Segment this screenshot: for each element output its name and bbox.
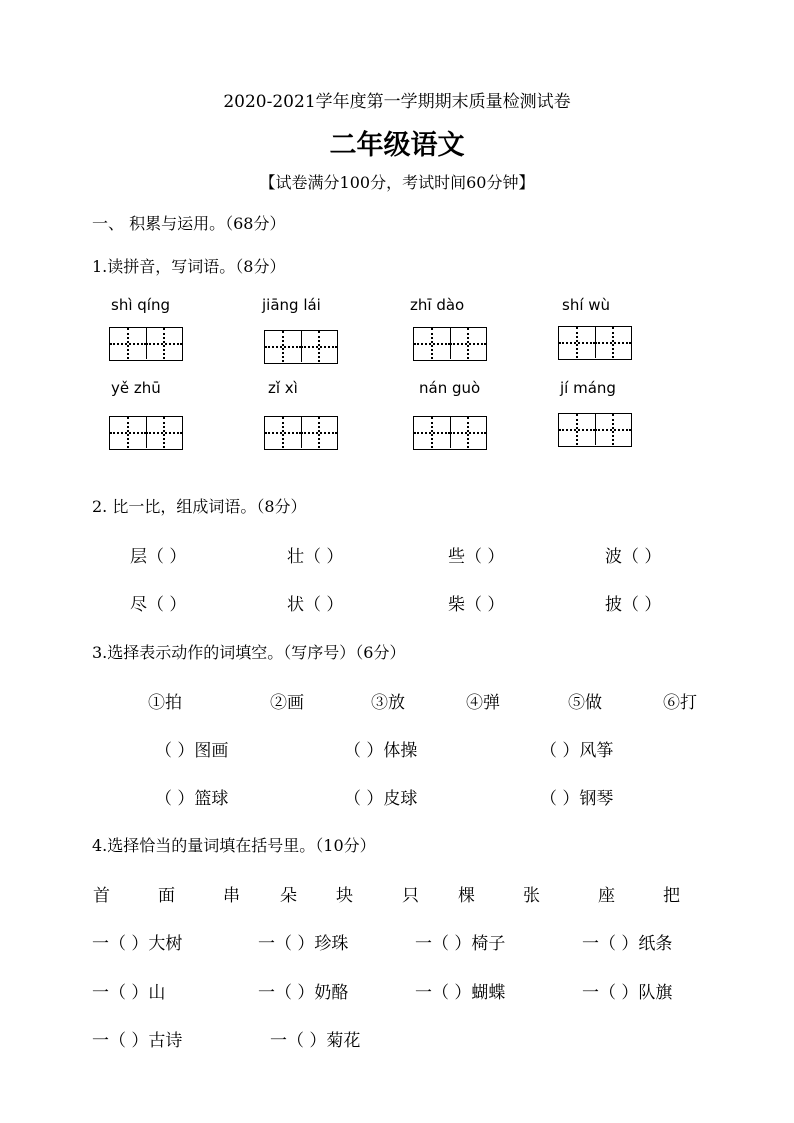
q4-word: 串 (223, 886, 240, 906)
q3-option: ①拍 (148, 693, 182, 713)
writing-box[interactable] (264, 330, 338, 364)
q3-blank[interactable]: （ ）篮球 (155, 789, 229, 809)
q3-blank[interactable]: （ ）图画 (155, 741, 229, 761)
writing-box[interactable] (109, 416, 183, 450)
q2-item[interactable]: 状（ ） (287, 595, 344, 615)
pinyin-label: zǐ xì (268, 379, 298, 397)
writing-box[interactable] (413, 416, 487, 450)
q3-option: ②画 (270, 693, 304, 713)
q4-blank[interactable]: 一（ ）蝴蝶 (415, 983, 506, 1003)
q4-blank[interactable]: 一（ ）纸条 (582, 934, 673, 954)
q4-blank[interactable]: 一（ ）队旗 (582, 983, 673, 1003)
q4-blank[interactable]: 一（ ）奶酪 (258, 983, 349, 1003)
q2-item[interactable]: 壮（ ） (287, 547, 344, 567)
q4-blank[interactable]: 一（ ）古诗 (92, 1031, 183, 1051)
q4-blank[interactable]: 一（ ）珍珠 (258, 934, 349, 954)
q1-title: 1.读拼音，写词语。（8分） (92, 257, 286, 276)
q3-blank[interactable]: （ ）钢琴 (540, 789, 614, 809)
q3-option: ⑤做 (568, 693, 602, 713)
q3-blank[interactable]: （ ）皮球 (344, 789, 418, 809)
section-1-title: 一、 积累与运用。（68分） (92, 214, 286, 233)
q4-blank[interactable]: 一（ ）菊花 (270, 1031, 361, 1051)
pinyin-label: shí wù (562, 296, 611, 314)
q2-title: 2. 比一比，组成词语。（8分） (92, 497, 307, 516)
q3-blank[interactable]: （ ）风筝 (540, 741, 614, 761)
q4-word: 朵 (280, 886, 297, 906)
writing-box[interactable] (109, 327, 183, 361)
q3-title: 3.选择表示动作的词填空。（写序号）（6分） (92, 643, 406, 662)
q4-word: 面 (158, 886, 175, 906)
q4-word: 只 (402, 886, 419, 906)
q4-word: 棵 (458, 886, 475, 906)
q4-word: 张 (523, 886, 540, 906)
q3-blank[interactable]: （ ）体操 (344, 741, 418, 761)
q2-item[interactable]: 层（ ） (130, 547, 187, 567)
q4-blank[interactable]: 一（ ）山 (92, 983, 166, 1003)
q4-word: 首 (93, 886, 110, 906)
q2-item[interactable]: 披（ ） (605, 595, 662, 615)
pinyin-label: yě zhū (111, 379, 161, 397)
subject-title: 二年级语文 (329, 130, 465, 161)
writing-box[interactable] (413, 327, 487, 361)
q2-item[interactable]: 柴（ ） (448, 595, 505, 615)
q4-word: 把 (663, 886, 680, 906)
q3-option: ③放 (371, 693, 405, 713)
q2-item[interactable]: 些（ ） (448, 547, 505, 567)
exam-info: 【试卷满分100分，考试时间60分钟】 (259, 173, 535, 192)
q3-option: ⑥打 (663, 693, 697, 713)
writing-box[interactable] (558, 326, 632, 360)
pinyin-label: shì qíng (111, 296, 170, 314)
writing-box[interactable] (264, 416, 338, 450)
q4-word: 座 (598, 886, 615, 906)
exam-title: 2020-2021学年度第一学期期末质量检测试卷 (223, 92, 571, 112)
pinyin-label: jiāng lái (262, 296, 321, 314)
q2-item[interactable]: 尽（ ） (130, 595, 187, 615)
q3-option: ④弹 (466, 693, 500, 713)
q4-blank[interactable]: 一（ ）椅子 (415, 934, 506, 954)
writing-box[interactable] (558, 413, 632, 447)
pinyin-label: nán guò (419, 379, 481, 397)
q4-word: 块 (336, 886, 353, 906)
q4-blank[interactable]: 一（ ）大树 (92, 934, 183, 954)
q2-item[interactable]: 波（ ） (605, 547, 662, 567)
pinyin-label: jí máng (560, 379, 616, 397)
q4-title: 4.选择恰当的量词填在括号里。（10分） (92, 836, 376, 855)
pinyin-label: zhī dào (410, 296, 465, 314)
